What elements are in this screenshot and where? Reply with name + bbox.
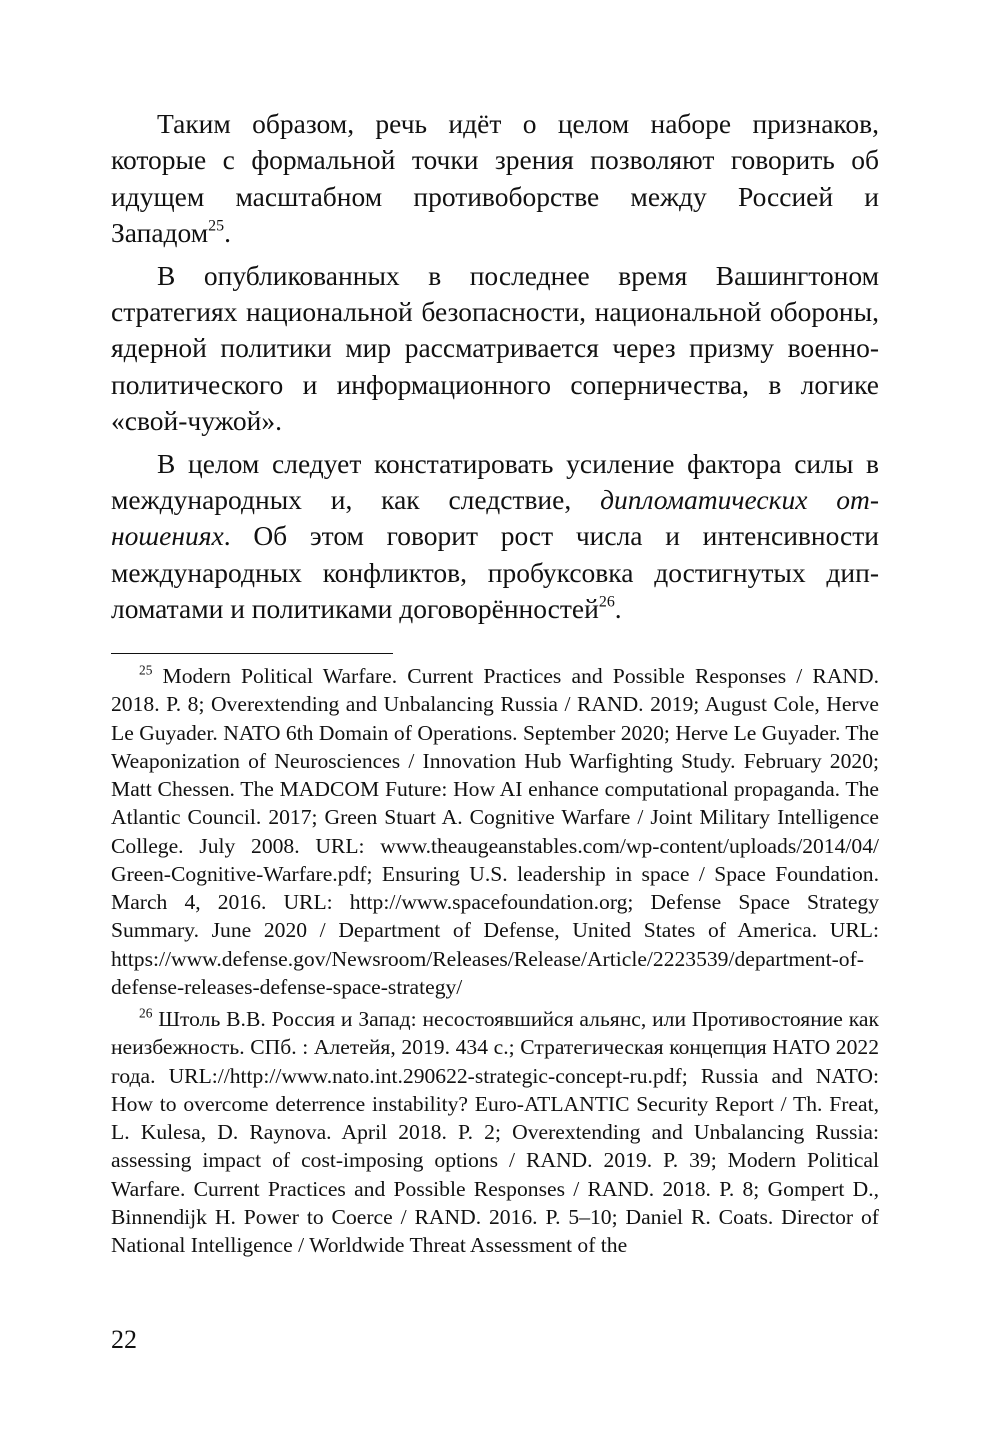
footnote-26-text: Штоль В.В. Россия и Запад: несостоявшийся альянс, или Противостояние как неизбежность. СПб. : Алетейя, 2019. 434 с.; Стратегическая концепция НАТО 2022 года. URL://http://www.nato.int.290622-strategic-concept-ru.pdf; Russia and NATO: How to overcome deterrence instability? Euro-ATLANTIC Security Report / Th. Freat, L. Kulesa, D. Raynova. April 2018. P. 2; Overextending and Unbalancing Russia: assessing impact of cost-imposing options / RAND. 2019. P. 39; Modern Political Warfare. Current Practices and Possible Responses / RAND. 2018. P. 8; Gompert D., Binnendijk H. Power to Coerce / RAND. 2016. P. 5–10; Daniel R. Coats. Director of National Intelligence / Worldwide Threat Assessment of the [111,1007,879,1257]
main-text [111,106,879,628]
paragraph-3-end: . [614,593,622,625]
paragraph-3 [111,446,879,628]
footnote-ref-25[interactable]: 25 [208,217,225,235]
footnote-26 [111,1005,879,1259]
page-number: 22 [111,1325,137,1354]
paragraph-2: В опубликованных в последнее время Вашингтоном стратегиях национальной безопасности, национальной обороны, ядерной политики мир рассматривается через призму военно-политического и информационного соперничества, в логике «свой-чужой». [111,259,879,437]
paragraph-3-text-before: В целом следует констатировать усиление фактора силы в международных и, как следствие, [111,447,879,516]
footnote-marker-26: 26 [139,1005,153,1021]
paragraph-3-text-after: . Об этом говорит рост числа и интенсивности международных конфликтов, пробуксовка достигнутых дипломатами и политиками договорённостей [111,520,879,625]
footnote-25-text: Modern Political Warfare. Current Practices and Possible Responses / RAND. 2018. P. 8; Overextending and Unbalancing Russia / RAND. 2019; August Cole, Herve Le Guyader. NATO 6th Domain of Operations. September 2020; Herve Le Guyader. The Weaponization of Neurosciences / Innovation Hub Warfighting Study. February 2020; Matt Chessen. The MADCOM Future: How AI enhance computational propaganda. The Atlantic Council. 2017; Green Stuart A. Cognitive Warfare / Joint Military Intelligence College. July 2008. URL: www.theaugeanstables.com/wp-content/uploads/2014/04/​Green-Cognitive-Warfare.pdf; Ensuring U.S. leadership in space / Space Foundation. March 4, 2016. URL: http://www.spacefoundation.org; Defense Space Strategy Summary. June 2020 / Department of Defense, United States of America. URL: https://www.defense.gov/Newsroom/Releases/Release/​Article/2223539/department-of-defense-releases-defense-space-strategy/ [111,664,879,999]
footnote-separator [111,653,393,654]
footnote-ref-26[interactable]: 26 [598,593,615,611]
paragraph-1 [111,106,879,252]
paragraph-3-italic: дипломатических отношениях [111,484,879,552]
paragraph-1-end: . [224,217,231,249]
paragraph-1-text: Таким образом, речь идёт о целом наборе признаков, которые с формальной точки зрения позволяют говорить об идущем масштабном противоборстве между Россией и Западом [111,108,879,249]
footnotes [111,662,879,1263]
footnote-marker-25: 25 [139,662,153,678]
footnote-25 [111,662,879,1001]
